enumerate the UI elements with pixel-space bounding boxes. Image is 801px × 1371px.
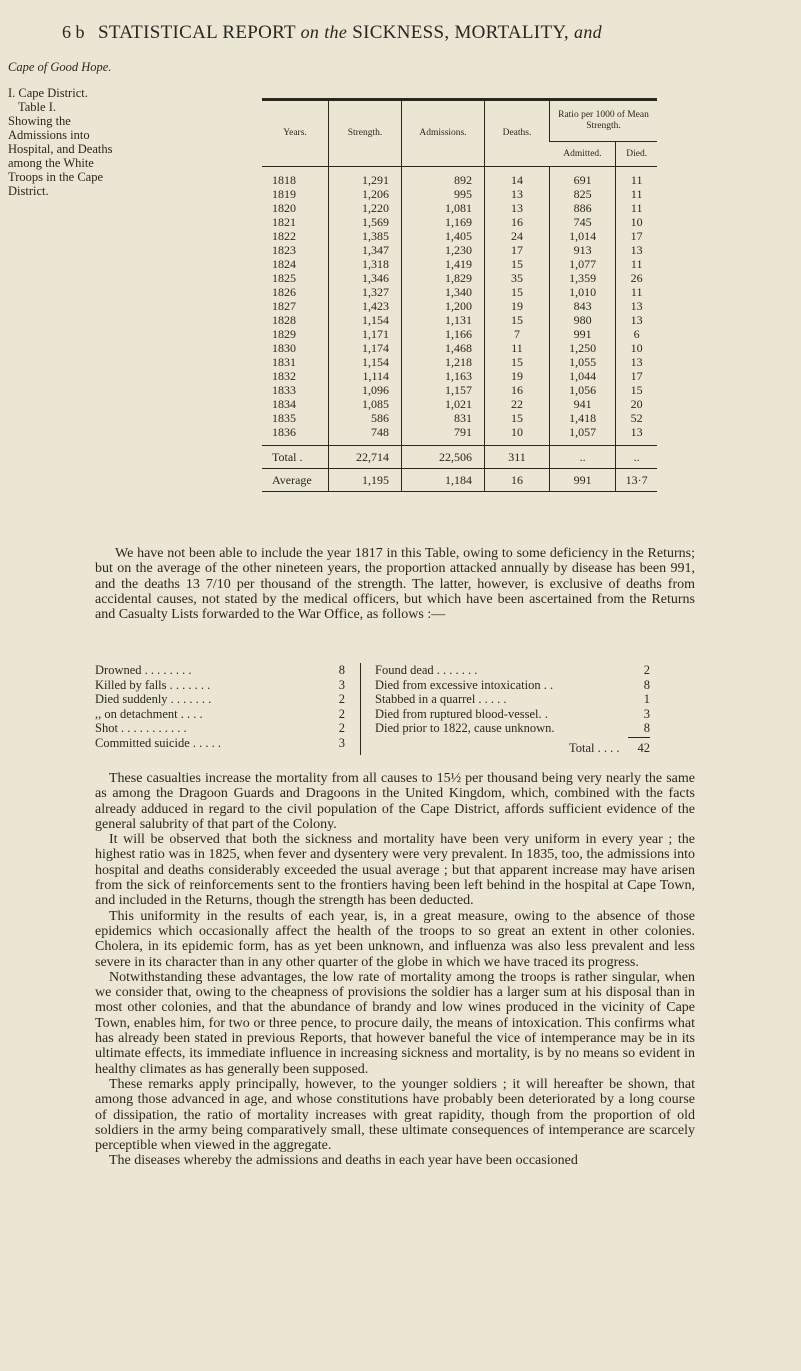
cell-deaths: 19 [485, 369, 550, 383]
table-row [262, 215, 657, 229]
cell-deaths: 13 [485, 187, 550, 201]
casualty-label: Drowned . . . . . . . . [95, 663, 192, 677]
cell-admitted: 1,044 [550, 369, 616, 383]
casualty-item [95, 736, 345, 751]
casualty-item [375, 707, 650, 722]
cell-deaths: 19 [485, 299, 550, 313]
cell-admissions: 1,405 [402, 229, 485, 243]
cell-admissions: 1,157 [402, 383, 485, 397]
cell-year: 1834 [272, 397, 296, 411]
cell-year: 1822 [272, 229, 296, 243]
casualty-label: Found dead . . . . . . . [375, 663, 478, 677]
cell-year: 1836 [272, 425, 296, 439]
casualty-count: 3 [643, 706, 650, 721]
cell-year: 1829 [272, 327, 296, 341]
cell-strength: 1,085 [329, 397, 402, 411]
average-admitted: 991 [550, 469, 616, 492]
cell-strength: 586 [329, 411, 402, 425]
cell-admissions: 791 [402, 425, 485, 439]
cell-admissions: 1,166 [402, 327, 485, 341]
cell-admitted: 1,010 [550, 285, 616, 299]
cell-strength: 1,291 [329, 173, 402, 187]
cell-strength: 1,220 [329, 201, 402, 215]
cell-strength: 1,171 [329, 327, 402, 341]
cell-admitted: 886 [550, 201, 616, 215]
cell-died: 11 [616, 173, 657, 187]
casualty-item [375, 721, 650, 736]
cell-admitted: 1,418 [550, 411, 616, 425]
margin-district: I. Cape District. [8, 86, 88, 100]
header-admissions: Admissions. [402, 100, 485, 167]
statistics-table [262, 98, 657, 492]
casualty-item [95, 721, 345, 736]
cell-strength: 1,174 [329, 341, 402, 355]
total-admissions: 22,506 [402, 446, 485, 469]
cell-year: 1827 [272, 299, 296, 313]
cell-admissions: 1,468 [402, 341, 485, 355]
cell-strength: 1,347 [329, 243, 402, 257]
cell-deaths: 17 [485, 243, 550, 257]
cell-died: 17 [616, 369, 657, 383]
cell-strength: 1,327 [329, 285, 402, 299]
cell-admitted: 1,057 [550, 425, 616, 439]
cell-strength: 1,385 [329, 229, 402, 243]
cell-strength: 1,114 [329, 369, 402, 383]
average-deaths: 16 [485, 469, 550, 492]
cell-year: 1819 [272, 187, 296, 201]
cell-strength: 748 [329, 425, 402, 439]
cell-deaths: 15 [485, 285, 550, 299]
cell-died: 26 [616, 271, 657, 285]
table-row [262, 201, 657, 215]
header-ratio: Ratio per 1000 of Mean Strength. [550, 100, 658, 142]
header-years: Years. [262, 100, 329, 167]
table-row [262, 355, 657, 369]
cell-admitted: 1,056 [550, 383, 616, 397]
table-row [262, 187, 657, 201]
casualty-total-value: 42 [637, 740, 650, 755]
cell-died: 13 [616, 425, 657, 439]
table-row [262, 327, 657, 341]
casualty-label: Died from ruptured blood-vessel. . [375, 706, 548, 721]
cell-year: 1823 [272, 243, 296, 257]
cell-died: 15 [616, 383, 657, 397]
casualty-item [95, 678, 345, 693]
cell-admissions: 1,419 [402, 257, 485, 271]
casualty-item [95, 663, 345, 678]
cell-died: 6 [616, 327, 657, 341]
cell-admissions: 1,081 [402, 201, 485, 215]
cell-deaths: 10 [485, 425, 550, 439]
cell-year: 1830 [272, 341, 296, 355]
cell-strength: 1,318 [329, 257, 402, 271]
margin-caption: Cape of Good Hope. [8, 60, 112, 74]
casualty-column-right [360, 663, 650, 755]
cell-strength: 1,154 [329, 313, 402, 327]
cell-year: 1835 [272, 411, 296, 425]
cell-deaths: 15 [485, 313, 550, 327]
cell-died: 11 [616, 187, 657, 201]
cell-admissions: 1,131 [402, 313, 485, 327]
cell-admissions: 892 [402, 173, 485, 187]
table-row [262, 411, 657, 425]
casualty-label: Died suddenly . . . . . . . [95, 692, 212, 706]
casualty-total-label: Total . . . . [568, 740, 620, 755]
body-paragraph: The diseases whereby the admissions and deaths in each year have been occasioned [109, 1153, 578, 1169]
cell-year: 1824 [272, 257, 296, 271]
casualty-item [375, 692, 650, 707]
cell-deaths: 15 [485, 355, 550, 369]
cell-admitted: 1,077 [550, 257, 616, 271]
cell-deaths: 15 [485, 257, 550, 271]
margin-note [8, 60, 120, 198]
table-row [262, 397, 657, 411]
cell-strength: 1,423 [329, 299, 402, 313]
cell-admissions: 831 [402, 411, 485, 425]
table-body [262, 167, 657, 446]
cell-admissions: 1,163 [402, 369, 485, 383]
body-paragraph: These casualties increase the mortality from all causes to 15½ per thousand being very nearly the same as among the Dragoon Guards and Dragoons in the United Kingdom, which, combined with the facts already adduced in regard to the civil population of the Cape District, affords sufficient evidence of the general salubrity of that part of the Colony. [95, 771, 695, 832]
cell-admitted: 1,014 [550, 229, 616, 243]
cell-strength: 1,206 [329, 187, 402, 201]
cell-admissions: 1,218 [402, 355, 485, 369]
casualty-label: Shot . . . . . . . . . . . [95, 721, 187, 735]
page-header [0, 22, 801, 52]
table-row [262, 383, 657, 397]
table-row [262, 341, 657, 355]
casualty-count: 8 [338, 663, 345, 677]
table-row [262, 271, 657, 285]
table-row [262, 257, 657, 271]
cell-died: 17 [616, 229, 657, 243]
cell-admissions: 1,200 [402, 299, 485, 313]
casualty-item [95, 707, 345, 722]
casualty-count: 2 [643, 663, 650, 677]
cell-died: 11 [616, 257, 657, 271]
casualty-column-left [95, 663, 345, 750]
total-admitted: .. [550, 446, 616, 469]
cell-deaths: 16 [485, 215, 550, 229]
casualty-count: 2 [338, 706, 345, 721]
cell-strength: 1,154 [329, 355, 402, 369]
casualty-label: Died prior to 1822, cause unknown. [375, 721, 555, 735]
casualty-count: 3 [338, 735, 345, 750]
casualty-item [375, 678, 650, 693]
cell-deaths: 22 [485, 397, 550, 411]
cell-admitted: 1,250 [550, 341, 616, 355]
body-paragraph: These remarks apply principally, however, to the younger soldiers ; it will hereafter be shown, that among those advanced in age, and whose constitutions have probably been deteriorated by a long course of dissipation, the ratio of mortality increases with great rapidity, though from the proportion of old soldiers in the army being comparatively small, these ultimate consequences of intemperance are scarcely perceptible when viewed in the aggregate. [95, 1076, 695, 1154]
cell-died: 10 [616, 341, 657, 355]
cell-admitted: 843 [550, 299, 616, 313]
body-paragraph: Notwithstanding these advantages, the low rate of mortality among the troops is rather singular, when we consider that, owing to the cheapness of provisions the soldier has a larger sum at his disposal than in most other colonies, and that the abundance of brandy and low wines produced in the vicinity of Cape Town, enables him, for two or three pence, to procure daily, the means of intoxication. This confirms what has already been stated in previous Reports, that however baneful the vice of intemperance may be in its ultimate effects, its immediate influence in increasing sickness and mortality, is by no means so evident in healthy climates as has generally been supposed. [95, 969, 695, 1077]
header-admitted: Admitted. [550, 142, 616, 167]
cell-admitted: 941 [550, 397, 616, 411]
cell-admitted: 980 [550, 313, 616, 327]
casualty-count: 2 [338, 721, 345, 735]
cell-admitted: 1,359 [550, 271, 616, 285]
cell-admitted: 991 [550, 327, 616, 341]
casualty-label: ,, on detachment . . . . [95, 706, 203, 721]
cell-year: 1821 [272, 215, 296, 229]
casualty-item [95, 692, 345, 707]
cell-year: 1832 [272, 369, 296, 383]
total-row [262, 446, 657, 469]
intro-paragraph: We have not been able to include the year 1817 in this Table, owing to some deficiency in the Returns; but on the average of the other nineteen years, the proportion attacked annually by disease has been 991, and the deaths 13 7/10 per thousand of the strength. The latter, however, is exclusive of deaths from accidental causes, not stated by the medical officers, but which have been ascertained from the Returns and Casualty Lists forwarded to the War Office, as follows :— [95, 546, 695, 623]
table-row [262, 285, 657, 299]
total-label: Total . [262, 446, 329, 469]
casualty-item [375, 663, 650, 678]
cell-died: 20 [616, 397, 657, 411]
body-paragraph: It will be observed that both the sickness and mortality have been very uniform in every year ; the highest ratio was in 1825, when fever and dysentery were very prevalent. In 1835, too, the admissions into hospital and deaths considerably exceeded the usual average ; but that apparent increase may have arisen from the sick of reinforcements sent to the frontiers having been left behind in the hospital at Cape Town, and included in the Returns, though the strength has been deducted. [95, 832, 695, 909]
cell-died: 52 [616, 411, 657, 425]
average-died: 13·7 [616, 469, 657, 492]
total-died: .. [616, 446, 657, 469]
cell-deaths: 15 [485, 411, 550, 425]
casualty-count: 8 [643, 721, 650, 735]
cell-deaths: 16 [485, 383, 550, 397]
table-row [262, 173, 657, 187]
total-strength: 22,714 [329, 446, 402, 469]
cell-admissions: 995 [402, 187, 485, 201]
cell-died: 13 [616, 243, 657, 257]
average-label: Average [262, 469, 329, 492]
cell-died: 10 [616, 215, 657, 229]
cell-year: 1826 [272, 285, 296, 299]
cell-deaths: 35 [485, 271, 550, 285]
table-row [262, 369, 657, 383]
casualty-count: 8 [643, 677, 650, 692]
body-paragraph: This uniformity in the results of each year, is, in a great measure, owing to the absence of those epidemics which occasionally affect the health of the troops to so great an extent in other colonies. Cholera, in its epidemic form, has as yet been unknown, and influenza was also less prevalent and less severe in its character than in any other quarter of the globe in which we have traced its progress. [95, 908, 695, 970]
average-row [262, 469, 657, 492]
casualty-label: Committed suicide . . . . . [95, 735, 222, 750]
cell-admissions: 1,829 [402, 271, 485, 285]
cell-admitted: 691 [550, 173, 616, 187]
cell-year: 1831 [272, 355, 296, 369]
header-strength: Strength. [329, 100, 402, 167]
cell-deaths: 11 [485, 341, 550, 355]
cell-admissions: 1,340 [402, 285, 485, 299]
cell-died: 13 [616, 313, 657, 327]
average-strength: 1,195 [329, 469, 402, 492]
cell-strength: 1,569 [329, 215, 402, 229]
margin-table-label: Table I. [18, 100, 56, 114]
cell-admitted: 745 [550, 215, 616, 229]
cell-admissions: 1,021 [402, 397, 485, 411]
cell-admissions: 1,169 [402, 215, 485, 229]
average-admissions: 1,184 [402, 469, 485, 492]
header-died: Died. [616, 142, 657, 167]
cell-deaths: 24 [485, 229, 550, 243]
cell-deaths: 13 [485, 201, 550, 215]
casualty-count: 1 [643, 692, 650, 706]
cell-admitted: 913 [550, 243, 616, 257]
total-deaths: 311 [485, 446, 550, 469]
cell-year: 1828 [272, 313, 296, 327]
cell-admitted: 825 [550, 187, 616, 201]
table-row [262, 425, 657, 439]
cell-died: 13 [616, 299, 657, 313]
body-text [95, 771, 695, 1169]
cell-strength: 1,346 [329, 271, 402, 285]
casualty-label: Stabbed in a quarrel . . . . . [375, 692, 507, 706]
casualty-label: Killed by falls . . . . . . . [95, 677, 211, 692]
running-title: STATISTICAL REPORT on the SICKNESS, MORTALITY, and [98, 22, 602, 43]
cell-year: 1818 [272, 173, 296, 187]
cell-deaths: 14 [485, 173, 550, 187]
table-row [262, 299, 657, 313]
casualty-label: Died from excessive intoxication . . [375, 677, 554, 692]
cell-year: 1825 [272, 271, 296, 285]
cell-deaths: 7 [485, 327, 550, 341]
margin-description: Showing the Admissions into Hospital, and Deaths among the White Troops in the Cape District. [8, 114, 113, 198]
cell-died: 11 [616, 285, 657, 299]
page-number: 6 b [62, 22, 85, 42]
header-deaths: Deaths. [485, 100, 550, 167]
cell-died: 11 [616, 201, 657, 215]
table-row [262, 229, 657, 243]
cell-admissions: 1,230 [402, 243, 485, 257]
cell-strength: 1,096 [329, 383, 402, 397]
casualty-count: 3 [338, 677, 345, 692]
cell-year: 1833 [272, 383, 296, 397]
cell-year: 1820 [272, 201, 296, 215]
table-row [262, 243, 657, 257]
cell-died: 13 [616, 355, 657, 369]
cell-admitted: 1,055 [550, 355, 616, 369]
table-row [262, 313, 657, 327]
casualty-total [375, 741, 650, 756]
casualty-count: 2 [338, 692, 345, 706]
